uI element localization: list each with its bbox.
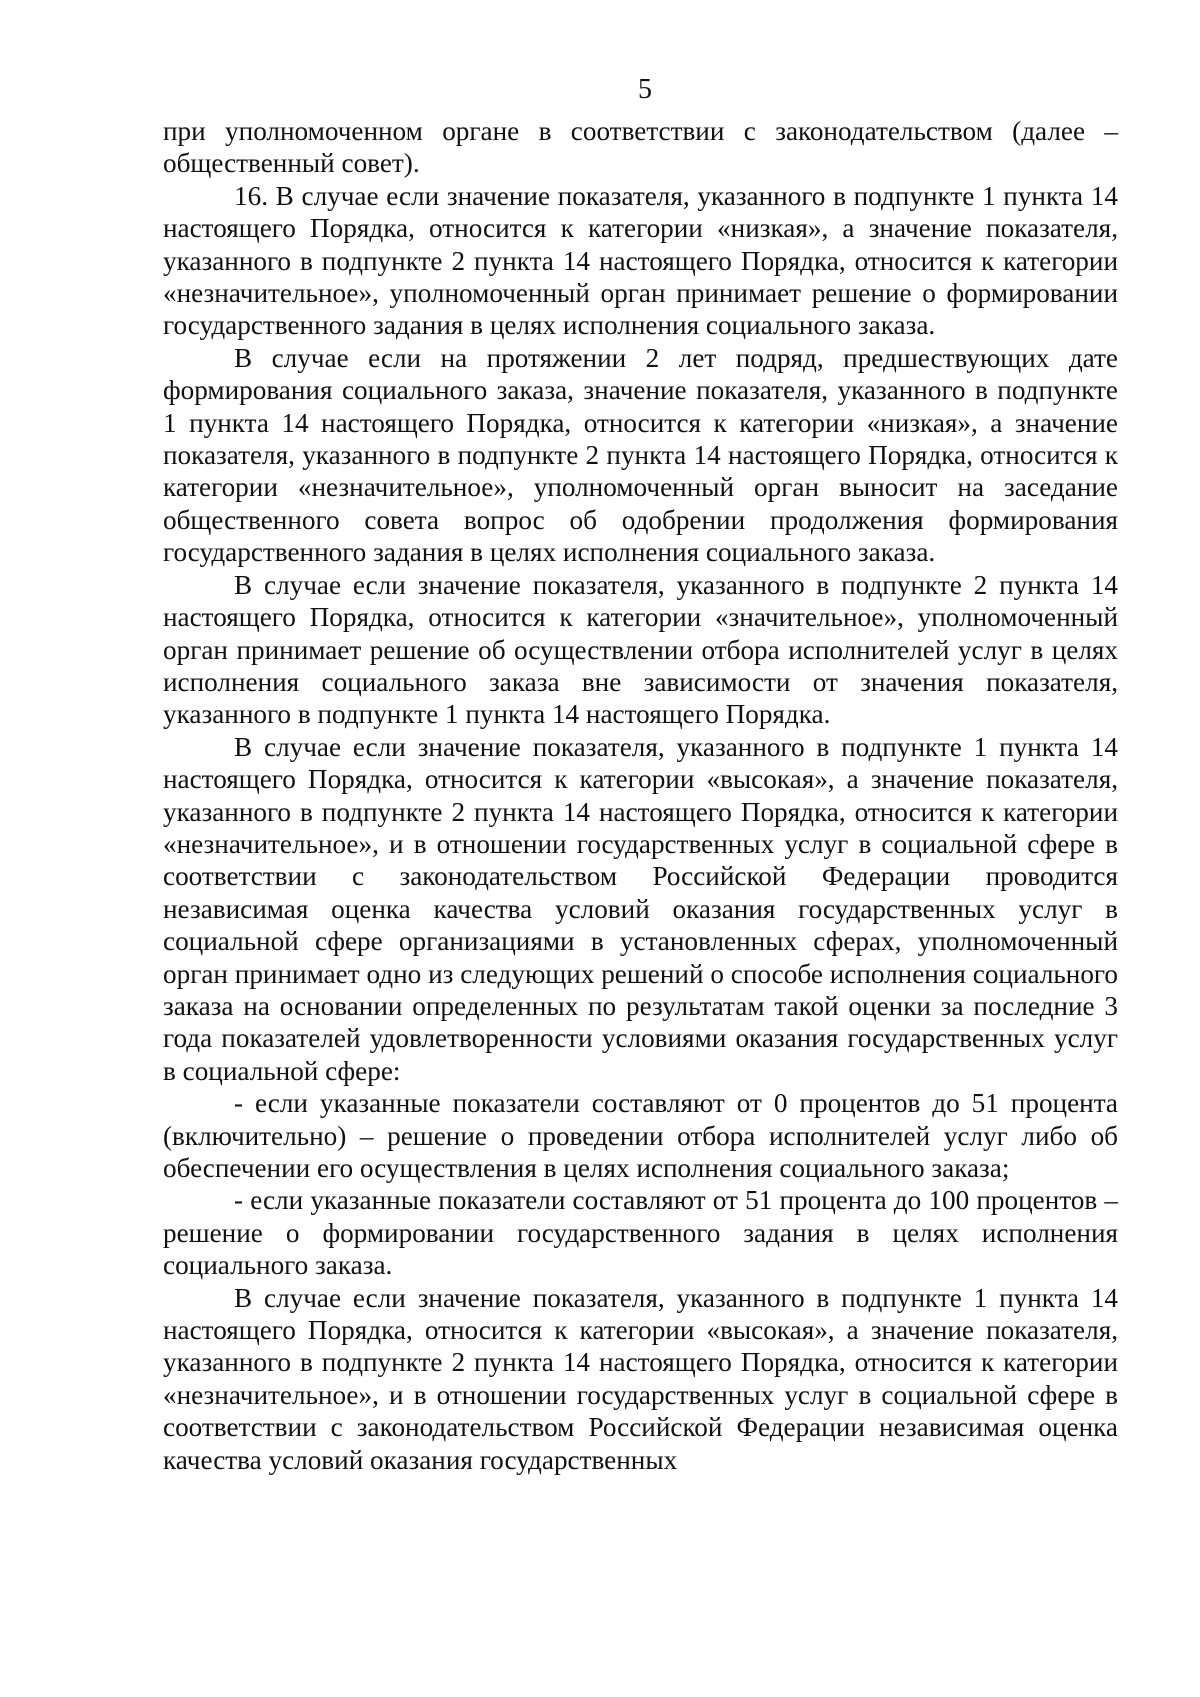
paragraph-high-no-assessment: В случае если значение показателя, указанного в подпункте 1 пункта 14 настоящего Порядка, относится к категории «высокая», а значение показателя, указанного в подпункте 2 пункта 14 настоящего Порядка, относится к категории «незначительное», и в отношении государственных услуг в социальной сфере в соответствии с законодательством Российской Федерации независимая оценка качества условий оказания государственных <box>163 1282 1118 1475</box>
paragraph-two-years: В случае если на протяжении 2 лет подряд, предшествующих дате формирования социального заказа, значение показателя, указанного в подпункте 1 пункта 14 настоящего Порядка, относится к категории «низкая», а значение показателя, указанного в подпункте 2 пункта 14 настоящего Порядка, относится к категории «незначительное», уполномоченный орган выносит на заседание общественного совета вопрос об одобрении продолжения формирования государственного задания в целях исполнения социального заказа. <box>163 342 1118 568</box>
paragraph-16: 16. В случае если значение показателя, указанного в подпункте 1 пункта 14 настоящего Порядка, относится к категории «низкая», а значение показателя, указанного в подпункте 2 пункта 14 настоящего Порядка, относится к категории «незначительное», уполномоченный орган принимает решение о формировании государственного задания в целях исполнения социального заказа. <box>163 180 1118 341</box>
document-body <box>163 115 1118 1476</box>
list-item-51-100-percent: - если указанные показатели составляют от 51 процента до 100 процентов – решение о формировании государственного задания в целях исполнения социального заказа. <box>163 1185 1118 1281</box>
list-item-0-51-percent: - если указанные показатели составляют от 0 процентов до 51 процента (включительно) – решение о проведении отбора исполнителей услуг либо об обеспечении его осуществления в целях исполнения социального заказа; <box>163 1088 1118 1183</box>
paragraph-continuation: при уполномоченном органе в соответствии с законодательством (далее – общественный совет). <box>163 116 1118 179</box>
page-number: 5 <box>638 74 652 105</box>
paragraph-significant: В случае если значение показателя, указанного в подпункте 2 пункта 14 настоящего Порядка, относится к категории «значительное», уполномоченный орган принимает решение об осуществлении отбора исполнителей услуг в целях исполнения социального заказа вне зависимости от значения показателя, указанного в подпункте 1 пункта 14 настоящего Порядка. <box>163 569 1118 730</box>
paragraph-high-assessment: В случае если значение показателя, указанного в подпункте 1 пункта 14 настоящего Порядка, относится к категории «высокая», а значение показателя, указанного в подпункте 2 пункта 14 настоящего Порядка, относится к категории «незначительное», и в отношении государственных услуг в социальной сфере в соответствии с законодательством Российской Федерации проводится независимая оценка качества условий оказания государственных услуг в социальной сфере организациями в установленных сферах, уполномоченный орган принимает одно из следующих решений о способе исполнения социального заказа на основании определенных по результатам такой оценки за последние 3 года показателей удовлетворенности условиями оказания государственных услуг в социальной сфере: <box>163 731 1118 1086</box>
